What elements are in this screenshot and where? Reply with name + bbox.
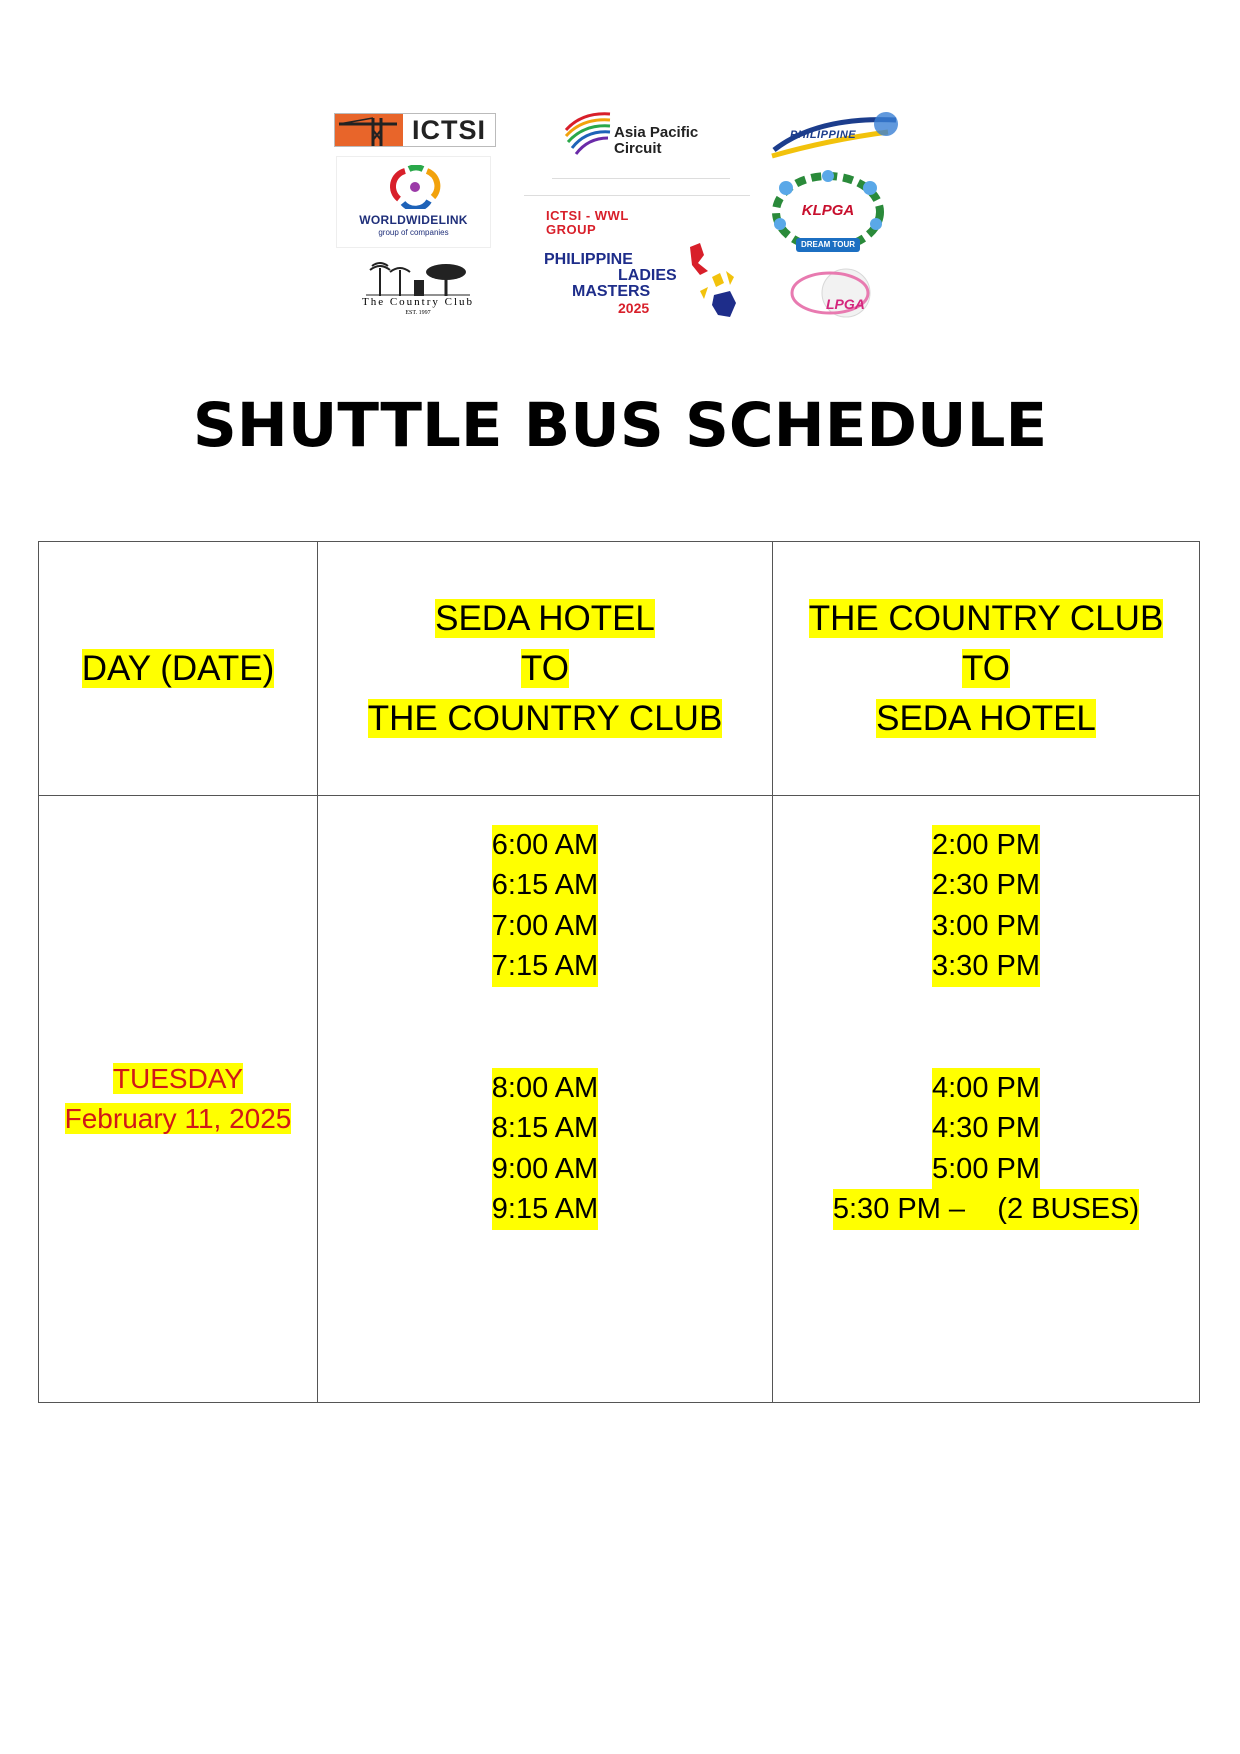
klpga-dream-tour-logo [766, 168, 890, 260]
departure-time: 7:15 AM [492, 946, 598, 987]
table-header-row [39, 542, 1200, 796]
plm-line2: LADIES [618, 267, 677, 284]
route1-header-line: THE COUNTRY CLUB [367, 698, 723, 738]
route2-header-line: THE COUNTRY CLUB [808, 598, 1164, 638]
palm-trees-icon [366, 260, 470, 296]
country-club-est: EST. 1997 [405, 310, 431, 316]
departure-time: 4:00 PM [932, 1068, 1040, 1109]
asia-pacific-line1: Asia Pacific [614, 124, 699, 141]
asia-pacific-name [614, 125, 698, 157]
departure-time: 5:30 PM – (2 BUSES) [833, 1189, 1139, 1230]
route1-times-list [318, 825, 772, 1230]
day-block [39, 1059, 317, 1139]
shuttle-schedule-table [38, 541, 1200, 1403]
day-date: February 11, 2025 [64, 1103, 292, 1134]
departure-time: 5:00 PM [932, 1149, 1040, 1190]
lpgt-name: PHILIPPINE [790, 129, 857, 141]
logo-divider [524, 195, 750, 196]
ictsi-text: ICTSI [411, 114, 486, 145]
departure-time: 9:15 AM [492, 1189, 598, 1230]
worldwidelink-name: WORLDWIDELINK [359, 213, 468, 227]
table-row [39, 796, 1200, 1403]
philippine-ladies-masters-logo [544, 205, 744, 320]
route2-times-cell [773, 796, 1200, 1403]
plm-group-text [546, 209, 629, 237]
route2-header-line: TO [962, 648, 1010, 688]
departure-time: 2:00 PM [932, 825, 1040, 866]
departure-time: 9:00 AM [492, 1149, 598, 1190]
day-date-header-text: DAY (DATE) [81, 648, 275, 688]
departure-time: 3:30 PM [932, 946, 1040, 987]
worldwidelink-logo [336, 156, 491, 248]
worldwidelink-emblem-icon [389, 165, 441, 209]
crane-icon [335, 114, 403, 146]
asia-pacific-swoosh-icon [562, 108, 614, 164]
departure-time: 7:00 AM [492, 906, 598, 947]
day-date-header [39, 542, 318, 796]
ladies-philippine-golf-tour-logo [768, 110, 904, 164]
route1-header [318, 542, 773, 796]
asia-pacific-circuit-logo [562, 108, 730, 168]
asia-pacific-line2: Circuit [614, 140, 662, 157]
philippines-map-icon [686, 241, 742, 321]
departure-time: 6:00 AM [492, 825, 598, 866]
ictsi-logo [334, 113, 496, 147]
departure-time: 8:00 AM [492, 1068, 598, 1109]
departure-time: 2:30 PM [932, 865, 1040, 906]
day-name: TUESDAY [112, 1063, 244, 1094]
day-cell [39, 796, 318, 1403]
route2-times-list [773, 825, 1199, 1230]
lpga-name: LPGA [826, 296, 865, 312]
plm-line3: MASTERS [572, 283, 651, 300]
klpga-dream-tour: DREAM TOUR [796, 238, 860, 252]
departure-time: 3:00 PM [932, 906, 1040, 947]
plm-year: 2025 [618, 300, 650, 316]
worldwidelink-sub: group of companies [378, 228, 449, 237]
departure-time: 4:30 PM [932, 1108, 1040, 1149]
departure-time: 8:15 AM [492, 1108, 598, 1149]
page-title: SHUTTLE BUS SCHEDULE [192, 390, 1048, 461]
route1-header-line: SEDA HOTEL [435, 598, 655, 638]
plm-line1: PHILIPPINE [544, 251, 633, 268]
country-club-logo [338, 258, 498, 320]
logo-divider [552, 178, 730, 179]
plm-group-line1: ICTSI - WWL [546, 208, 629, 223]
route1-times-cell [318, 796, 773, 1403]
departure-time: 6:15 AM [492, 865, 598, 906]
route2-header [773, 542, 1200, 796]
route2-header-line: SEDA HOTEL [876, 698, 1096, 738]
country-club-name: The Country Club [361, 296, 475, 308]
route1-header-line: TO [521, 648, 569, 688]
lpga-logo [790, 266, 880, 320]
plm-group-line2: GROUP [546, 222, 597, 237]
klpga-name: KLPGA [801, 202, 855, 219]
